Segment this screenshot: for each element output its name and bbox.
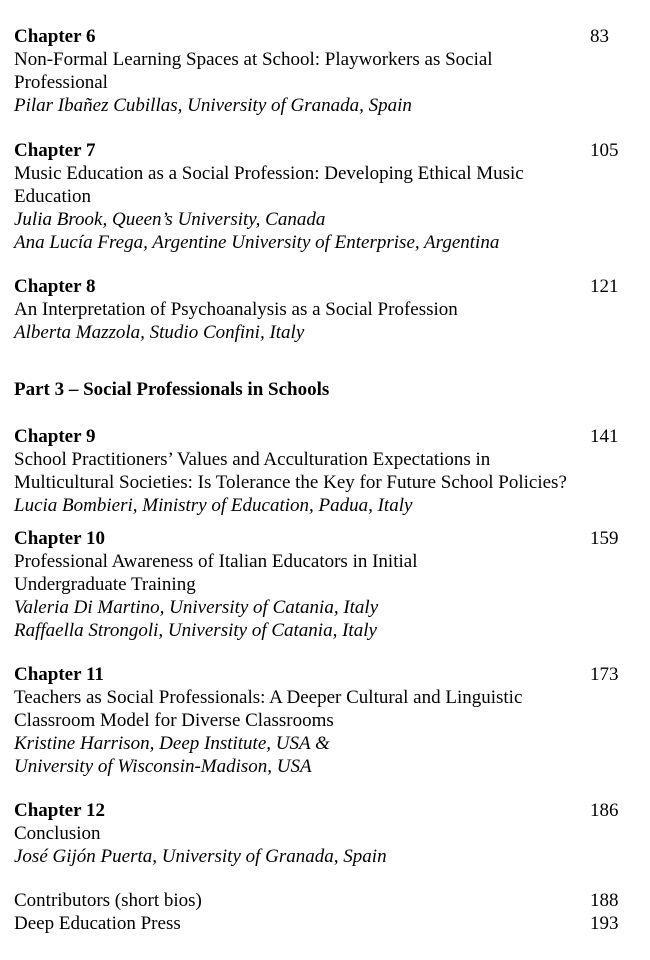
- chapter-title-line: Professional: [14, 72, 108, 93]
- part-heading: [14, 378, 646, 401]
- chapter-label: Chapter 12: [14, 800, 105, 821]
- chapter-label: Chapter 8: [14, 276, 96, 297]
- page-number: 173: [590, 664, 619, 685]
- chapter-title-line: Undergraduate Training: [14, 574, 196, 595]
- chapter-author: Julia Brook, Queen’s University, Canada: [14, 209, 326, 230]
- entry-label: Contributors (short bios): [14, 890, 202, 911]
- chapter-title-line: Teachers as Social Professionals: A Deeper Cultural and Linguistic: [14, 687, 523, 708]
- chapter-author: Pilar Ibañez Cubillas, University of Granada, Spain: [14, 95, 412, 116]
- toc-entry-chapter-8: [14, 275, 646, 344]
- chapter-label: Chapter 11: [14, 664, 104, 685]
- toc-entry-chapter-11: [14, 663, 646, 778]
- toc-entry-chapter-7: [14, 139, 646, 254]
- page-number: 83: [590, 26, 609, 47]
- page-number: 141: [590, 426, 619, 447]
- chapter-label: Chapter 7: [14, 140, 96, 161]
- page-number: 193: [590, 913, 619, 934]
- toc-entry-publisher: [14, 912, 646, 935]
- part-3-title: Part 3 – Social Professionals in Schools: [14, 379, 330, 400]
- chapter-author: Kristine Harrison, Deep Institute, USA &: [14, 733, 330, 754]
- chapter-title-line: An Interpretation of Psychoanalysis as a Social Profession: [14, 299, 458, 320]
- toc-entry-contributors: [14, 889, 646, 912]
- chapter-title-line: Multicultural Societies: Is Tolerance the Key for Future School Policies?: [14, 472, 567, 493]
- chapter-author: Ana Lucía Frega, Argentine University of Enterprise, Argentina: [14, 232, 500, 253]
- page-number: 121: [590, 276, 619, 297]
- page-number: 159: [590, 528, 619, 549]
- back-matter: [14, 889, 646, 935]
- page-number: 188: [590, 890, 619, 911]
- toc-entry-chapter-12: [14, 799, 646, 868]
- chapter-title-line: Conclusion: [14, 823, 101, 844]
- page-number: 105: [590, 140, 619, 161]
- chapter-title-line: Classroom Model for Diverse Classrooms: [14, 710, 334, 731]
- chapter-label: Chapter 10: [14, 528, 105, 549]
- chapter-label: Chapter 6: [14, 26, 96, 47]
- chapter-author: Raffaella Strongoli, University of Catania, Italy: [14, 620, 377, 641]
- chapter-author: Valeria Di Martino, University of Catania, Italy: [14, 597, 379, 618]
- chapter-title-line: Music Education as a Social Profession: Developing Ethical Music: [14, 163, 524, 184]
- chapter-title-line: Education: [14, 186, 92, 207]
- entry-label: Deep Education Press: [14, 913, 181, 934]
- chapter-author: José Gijón Puerta, University of Granada, Spain: [14, 846, 387, 867]
- chapter-author: Alberta Mazzola, Studio Confini, Italy: [14, 322, 305, 343]
- toc-entry-chapter-6: [14, 25, 646, 117]
- chapter-title-line: School Practitioners’ Values and Acculturation Expectations in: [14, 449, 491, 470]
- chapter-author: University of Wisconsin-Madison, USA: [14, 756, 312, 777]
- page-number: 186: [590, 800, 619, 821]
- chapter-author: Lucia Bombieri, Ministry of Education, Padua, Italy: [14, 495, 413, 516]
- toc-entry-chapter-9: [14, 425, 646, 517]
- chapter-label: Chapter 9: [14, 426, 96, 447]
- chapter-title-line: Non-Formal Learning Spaces at School: Playworkers as Social: [14, 49, 493, 70]
- toc-entry-chapter-10: [14, 527, 646, 642]
- chapter-title-line: Professional Awareness of Italian Educators in Initial: [14, 551, 418, 572]
